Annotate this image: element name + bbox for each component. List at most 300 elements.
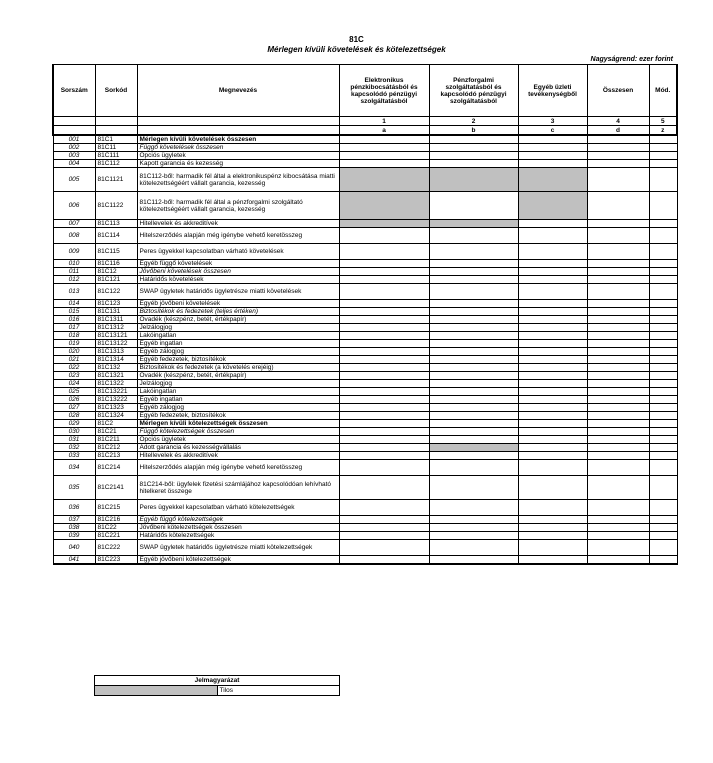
value-cell-col1[interactable] xyxy=(339,308,429,316)
value-cell-col5[interactable] xyxy=(649,308,677,316)
value-cell-col4[interactable] xyxy=(587,244,649,260)
blank-cell xyxy=(137,126,339,136)
row-sorszam: 039 xyxy=(53,532,95,540)
col-header-sorkod: Sorkód xyxy=(95,65,137,117)
value-cell-col1[interactable] xyxy=(339,532,429,540)
value-cell-col3[interactable] xyxy=(518,524,587,532)
row-megnevezes: SWAP ügyletek határidős ügyletrésze miatti követelések xyxy=(137,284,339,300)
row-sorszam: 037 xyxy=(53,516,95,524)
value-cell-col4[interactable] xyxy=(587,452,649,460)
row-sorkod: 81C1323 xyxy=(95,404,137,412)
value-cell-col4[interactable] xyxy=(587,460,649,476)
value-cell-col4[interactable] xyxy=(587,428,649,436)
value-cell-col5[interactable] xyxy=(649,556,677,565)
value-cell-col3[interactable] xyxy=(518,152,587,160)
value-cell-col1[interactable] xyxy=(339,244,429,260)
row-megnevezes: Kapott garancia és kezesség xyxy=(137,160,339,168)
value-cell-col4[interactable] xyxy=(587,340,649,348)
value-cell-col5[interactable] xyxy=(649,452,677,460)
value-cell-col2[interactable] xyxy=(429,532,518,540)
value-cell-col2[interactable] xyxy=(429,192,518,220)
row-sorkod: 81C212 xyxy=(95,444,137,452)
value-cell-col5[interactable] xyxy=(649,268,677,276)
value-cell-col3[interactable] xyxy=(518,284,587,300)
row-sorkod: 81C113 xyxy=(95,220,137,228)
row-sorszam: 003 xyxy=(53,152,95,160)
value-cell-col2[interactable] xyxy=(429,152,518,160)
value-cell-col1[interactable] xyxy=(339,152,429,160)
value-cell-col4[interactable] xyxy=(587,348,649,356)
value-cell-col5[interactable] xyxy=(649,516,677,524)
row-sorkod: 81C13122 xyxy=(95,340,137,348)
value-cell-col5[interactable] xyxy=(649,428,677,436)
forbidden-cell xyxy=(518,168,587,192)
value-cell-col3[interactable] xyxy=(518,452,587,460)
value-cell-col3[interactable] xyxy=(518,228,587,244)
table-row xyxy=(53,452,677,460)
value-cell-col3[interactable] xyxy=(518,420,587,428)
value-cell-col4[interactable] xyxy=(587,516,649,524)
forbidden-cell xyxy=(339,168,429,192)
value-cell-col2[interactable] xyxy=(429,460,518,476)
value-cell-col2[interactable] xyxy=(429,144,518,152)
value-cell-col5[interactable] xyxy=(649,500,677,516)
col-letter: c xyxy=(518,126,587,136)
value-cell-col3[interactable] xyxy=(518,436,587,444)
row-sorszam: 014 xyxy=(53,300,95,308)
value-cell-col4[interactable] xyxy=(587,420,649,428)
value-cell-col5[interactable] xyxy=(649,540,677,556)
value-cell-col2[interactable] xyxy=(429,404,518,412)
value-cell-col2[interactable] xyxy=(429,500,518,516)
value-cell-col4[interactable] xyxy=(587,364,649,372)
value-cell-col4[interactable] xyxy=(587,220,649,228)
value-cell-col5[interactable] xyxy=(649,228,677,244)
value-cell-col5[interactable] xyxy=(649,460,677,476)
value-cell-col2[interactable] xyxy=(429,372,518,380)
value-cell-col5[interactable] xyxy=(649,476,677,500)
value-cell-col3[interactable] xyxy=(518,268,587,276)
row-sorkod: 81C13222 xyxy=(95,396,137,404)
table-row xyxy=(53,460,677,476)
value-cell-col5[interactable] xyxy=(649,380,677,388)
value-cell-col4[interactable] xyxy=(587,412,649,420)
row-sorkod: 81C132 xyxy=(95,364,137,372)
row-megnevezes: Egyéb ingatlan xyxy=(137,340,339,348)
value-cell-col3[interactable] xyxy=(518,144,587,152)
value-cell-col4[interactable] xyxy=(587,540,649,556)
value-cell-col4[interactable] xyxy=(587,260,649,268)
value-cell-col1[interactable] xyxy=(339,348,429,356)
value-cell-col2[interactable] xyxy=(429,388,518,396)
row-megnevezes: Adott garancia és kezességvállalás xyxy=(137,444,339,452)
value-cell-col1[interactable] xyxy=(339,356,429,364)
col-header-4: Összesen xyxy=(587,65,649,117)
value-cell-col1[interactable] xyxy=(339,228,429,244)
row-sorszam: 007 xyxy=(53,220,95,228)
row-sorkod: 81C123 xyxy=(95,300,137,308)
value-cell-col3[interactable] xyxy=(518,276,587,284)
value-cell-col2[interactable] xyxy=(429,420,518,428)
value-cell-col3[interactable] xyxy=(518,356,587,364)
value-cell-col1[interactable] xyxy=(339,460,429,476)
value-cell-col3[interactable] xyxy=(518,340,587,348)
value-cell-col3[interactable] xyxy=(518,556,587,565)
value-cell-col5[interactable] xyxy=(649,404,677,412)
value-cell-col4[interactable] xyxy=(587,388,649,396)
value-cell-col1[interactable] xyxy=(339,436,429,444)
row-sorszam: 013 xyxy=(53,284,95,300)
row-megnevezes: Óvadék (készpénz, betét, értékpapír) xyxy=(137,316,339,324)
value-cell-col4[interactable] xyxy=(587,436,649,444)
row-sorszam: 006 xyxy=(53,192,95,220)
value-cell-col1[interactable] xyxy=(339,420,429,428)
value-cell-col1[interactable] xyxy=(339,332,429,340)
unit-note: Nagyságrend: ezer forint xyxy=(590,56,673,63)
row-sorszam: 025 xyxy=(53,388,95,396)
report-title: Mérlegen kívüli követelések és kötelezettségek xyxy=(267,45,446,54)
row-sorszam: 005 xyxy=(53,168,95,192)
value-cell-col1[interactable] xyxy=(339,268,429,276)
value-cell-col1[interactable] xyxy=(339,444,429,452)
table-row xyxy=(53,135,677,144)
value-cell-col5[interactable] xyxy=(649,168,677,192)
row-sorszam: 008 xyxy=(53,228,95,244)
value-cell-col3[interactable] xyxy=(518,244,587,260)
value-cell-col5[interactable] xyxy=(649,324,677,332)
value-cell-col5[interactable] xyxy=(649,160,677,168)
value-cell-col5[interactable] xyxy=(649,316,677,324)
value-cell-col1[interactable] xyxy=(339,144,429,152)
value-cell-col5[interactable] xyxy=(649,364,677,372)
col-header-1: Elektronikus pénzkibocsátásból és kapcsolódó pénzügyi szolgáltatásból xyxy=(339,65,429,117)
value-cell-col5[interactable] xyxy=(649,340,677,348)
value-cell-col1[interactable] xyxy=(339,396,429,404)
value-cell-col2[interactable] xyxy=(429,260,518,268)
value-cell-col2[interactable] xyxy=(429,324,518,332)
value-cell-col4[interactable] xyxy=(587,284,649,300)
value-cell-col2[interactable] xyxy=(429,524,518,532)
legend xyxy=(94,675,340,696)
value-cell-col5[interactable] xyxy=(649,332,677,340)
value-cell-col3[interactable] xyxy=(518,444,587,452)
value-cell-col1[interactable] xyxy=(339,524,429,532)
row-sorszam: 030 xyxy=(53,428,95,436)
value-cell-col3[interactable] xyxy=(518,532,587,540)
value-cell-col2[interactable] xyxy=(429,428,518,436)
value-cell-col2[interactable] xyxy=(429,284,518,300)
row-megnevezes: Opciós ügyletek xyxy=(137,152,339,160)
row-sorkod: 81C131 xyxy=(95,308,137,316)
blank-cell xyxy=(137,117,339,126)
row-megnevezes: Egyéb fedezetek, biztosítékok xyxy=(137,356,339,364)
table-row xyxy=(53,144,677,152)
table-row xyxy=(53,324,677,332)
value-cell-col1[interactable] xyxy=(339,452,429,460)
row-sorkod: 81C1 xyxy=(95,135,137,144)
row-sorszam: 026 xyxy=(53,396,95,404)
value-cell-col3[interactable] xyxy=(518,460,587,476)
value-cell-col1[interactable] xyxy=(339,500,429,516)
table-row xyxy=(53,220,677,228)
row-megnevezes: Jövőbeni követelések összesen xyxy=(137,268,339,276)
value-cell-col3[interactable] xyxy=(518,332,587,340)
value-cell-col3[interactable] xyxy=(518,324,587,332)
row-sorkod: 81C11 xyxy=(95,144,137,152)
value-cell-col2[interactable] xyxy=(429,396,518,404)
table-row xyxy=(53,404,677,412)
value-cell-col1[interactable] xyxy=(339,260,429,268)
value-cell-col4[interactable] xyxy=(587,524,649,532)
value-cell-col1[interactable] xyxy=(339,316,429,324)
value-cell-col2[interactable] xyxy=(429,228,518,244)
value-cell-col5[interactable] xyxy=(649,444,677,452)
blank-cell xyxy=(53,117,95,126)
row-sorkod: 81C22 xyxy=(95,524,137,532)
value-cell-col4[interactable] xyxy=(587,160,649,168)
value-cell-col3[interactable] xyxy=(518,308,587,316)
row-sorszam: 032 xyxy=(53,444,95,452)
value-cell-col1[interactable] xyxy=(339,388,429,396)
value-cell-col2[interactable] xyxy=(429,135,518,144)
value-cell-col1[interactable] xyxy=(339,404,429,412)
legend-label: Tilos xyxy=(217,686,340,696)
value-cell-col3[interactable] xyxy=(518,412,587,420)
value-cell-col1[interactable] xyxy=(339,300,429,308)
value-cell-col5[interactable] xyxy=(649,144,677,152)
value-cell-col2[interactable] xyxy=(429,348,518,356)
table-row xyxy=(53,192,677,220)
row-megnevezes: Hitelszerződés alapján még igénybe vehető keretösszeg xyxy=(137,228,339,244)
value-cell-col3[interactable] xyxy=(518,396,587,404)
value-cell-col3[interactable] xyxy=(518,300,587,308)
value-cell-col5[interactable] xyxy=(649,396,677,404)
row-sorkod: 81C1321 xyxy=(95,372,137,380)
table-row xyxy=(53,316,677,324)
value-cell-col4[interactable] xyxy=(587,300,649,308)
value-cell-col1[interactable] xyxy=(339,556,429,565)
report-table xyxy=(52,64,678,565)
value-cell-col4[interactable] xyxy=(587,500,649,516)
table-row xyxy=(53,428,677,436)
value-cell-col3[interactable] xyxy=(518,260,587,268)
value-cell-col4[interactable] xyxy=(587,316,649,324)
value-cell-col3[interactable] xyxy=(518,316,587,324)
value-cell-col3[interactable] xyxy=(518,428,587,436)
row-sorkod: 81C1324 xyxy=(95,412,137,420)
table-row xyxy=(53,244,677,260)
row-sorkod: 81C216 xyxy=(95,516,137,524)
row-sorkod: 81C21 xyxy=(95,428,137,436)
col-header-5: Mód. xyxy=(649,65,677,117)
value-cell-col5[interactable] xyxy=(649,356,677,364)
row-megnevezes: Határidős követelések xyxy=(137,276,339,284)
value-cell-col4[interactable] xyxy=(587,135,649,144)
value-cell-col3[interactable] xyxy=(518,220,587,228)
value-cell-col3[interactable] xyxy=(518,348,587,356)
col-number: 5 xyxy=(649,117,677,126)
row-megnevezes: 81C112-ből: harmadik fél által a pénzforgalmi szolgáltató kötelezettségéért vállalt garancia, kezesség xyxy=(137,192,339,220)
row-megnevezes: Óvadék (készpénz, betét, értékpapír) xyxy=(137,372,339,380)
value-cell-col2[interactable] xyxy=(429,300,518,308)
value-cell-col1[interactable] xyxy=(339,284,429,300)
value-cell-col2[interactable] xyxy=(429,308,518,316)
value-cell-col4[interactable] xyxy=(587,476,649,500)
value-cell-col4[interactable] xyxy=(587,168,649,192)
value-cell-col4[interactable] xyxy=(587,152,649,160)
value-cell-col5[interactable] xyxy=(649,412,677,420)
value-cell-col4[interactable] xyxy=(587,276,649,284)
value-cell-col3[interactable] xyxy=(518,380,587,388)
value-cell-col3[interactable] xyxy=(518,540,587,556)
row-megnevezes: Egyéb zálogjog xyxy=(137,404,339,412)
value-cell-col2[interactable] xyxy=(429,364,518,372)
row-megnevezes: Egyéb zálogjog xyxy=(137,348,339,356)
table-row xyxy=(53,388,677,396)
row-sorszam: 009 xyxy=(53,244,95,260)
value-cell-col3[interactable] xyxy=(518,160,587,168)
value-cell-col4[interactable] xyxy=(587,192,649,220)
value-cell-col5[interactable] xyxy=(649,260,677,268)
value-cell-col2[interactable] xyxy=(429,380,518,388)
row-megnevezes: Határidős kötelezettségek xyxy=(137,532,339,540)
table-row xyxy=(53,340,677,348)
value-cell-col1[interactable] xyxy=(339,340,429,348)
col-header-sorszam: Sorszám xyxy=(53,65,95,117)
value-cell-col4[interactable] xyxy=(587,396,649,404)
table-row xyxy=(53,308,677,316)
value-cell-col2[interactable] xyxy=(429,268,518,276)
value-cell-col3[interactable] xyxy=(518,388,587,396)
row-sorkod: 81C12 xyxy=(95,268,137,276)
value-cell-col4[interactable] xyxy=(587,532,649,540)
value-cell-col2[interactable] xyxy=(429,356,518,364)
value-cell-col4[interactable] xyxy=(587,144,649,152)
value-cell-col5[interactable] xyxy=(649,276,677,284)
value-cell-col4[interactable] xyxy=(587,380,649,388)
value-cell-col5[interactable] xyxy=(649,220,677,228)
value-cell-col4[interactable] xyxy=(587,556,649,565)
row-sorkod: 81C1122 xyxy=(95,192,137,220)
value-cell-col1[interactable] xyxy=(339,276,429,284)
value-cell-col2[interactable] xyxy=(429,316,518,324)
value-cell-col5[interactable] xyxy=(649,152,677,160)
col-header-2: Pénzforgalmi szolgáltatásból és kapcsolódó pénzügyi szolgáltatásból xyxy=(429,65,518,117)
value-cell-col1[interactable] xyxy=(339,412,429,420)
value-cell-col2[interactable] xyxy=(429,476,518,500)
legend-title: Jelmagyarázat xyxy=(95,676,340,686)
value-cell-col1[interactable] xyxy=(339,372,429,380)
value-cell-col4[interactable] xyxy=(587,332,649,340)
value-cell-col5[interactable] xyxy=(649,348,677,356)
blank-cell xyxy=(53,126,95,136)
value-cell-col4[interactable] xyxy=(587,404,649,412)
row-megnevezes: Mérlegen kívüli követelések összesen xyxy=(137,135,339,144)
table-row xyxy=(53,476,677,500)
row-sorkod: 81C222 xyxy=(95,540,137,556)
forbidden-cell xyxy=(518,192,587,220)
value-cell-col1[interactable] xyxy=(339,324,429,332)
value-cell-col1[interactable] xyxy=(339,476,429,500)
row-sorszam: 036 xyxy=(53,500,95,516)
value-cell-col4[interactable] xyxy=(587,324,649,332)
value-cell-col1[interactable] xyxy=(339,380,429,388)
value-cell-col1[interactable] xyxy=(339,160,429,168)
value-cell-col4[interactable] xyxy=(587,228,649,244)
value-cell-col5[interactable] xyxy=(649,532,677,540)
value-cell-col4[interactable] xyxy=(587,308,649,316)
value-cell-col1[interactable] xyxy=(339,135,429,144)
table-row xyxy=(53,372,677,380)
value-cell-col2[interactable] xyxy=(429,276,518,284)
row-sorkod: 81C223 xyxy=(95,556,137,565)
value-cell-col5[interactable] xyxy=(649,135,677,144)
value-cell-col4[interactable] xyxy=(587,444,649,452)
row-megnevezes: Függő kötelezettségek összesen xyxy=(137,428,339,436)
value-cell-col3[interactable] xyxy=(518,372,587,380)
value-cell-col3[interactable] xyxy=(518,500,587,516)
row-megnevezes: Jelzálogjog xyxy=(137,380,339,388)
value-cell-col2[interactable] xyxy=(429,540,518,556)
value-cell-col2[interactable] xyxy=(429,244,518,260)
value-cell-col5[interactable] xyxy=(649,300,677,308)
value-cell-col2[interactable] xyxy=(429,412,518,420)
table-row xyxy=(53,524,677,532)
value-cell-col2[interactable] xyxy=(429,332,518,340)
value-cell-col5[interactable] xyxy=(649,244,677,260)
value-cell-col1[interactable] xyxy=(339,428,429,436)
value-cell-col2[interactable] xyxy=(429,340,518,348)
value-cell-col4[interactable] xyxy=(587,268,649,276)
value-cell-col2[interactable] xyxy=(429,516,518,524)
value-cell-col2[interactable] xyxy=(429,452,518,460)
value-cell-col4[interactable] xyxy=(587,372,649,380)
row-sorszam: 020 xyxy=(53,348,95,356)
row-sorkod: 81C215 xyxy=(95,500,137,516)
value-cell-col5[interactable] xyxy=(649,372,677,380)
row-sorszam: 027 xyxy=(53,404,95,412)
value-cell-col3[interactable] xyxy=(518,516,587,524)
value-cell-col3[interactable] xyxy=(518,364,587,372)
value-cell-col1[interactable] xyxy=(339,516,429,524)
value-cell-col5[interactable] xyxy=(649,436,677,444)
row-megnevezes: Egyéb jövőbeni kötelezettségek xyxy=(137,556,339,565)
legend-swatch xyxy=(95,686,218,696)
value-cell-col2[interactable] xyxy=(429,556,518,565)
value-cell-col1[interactable] xyxy=(339,540,429,556)
table-row xyxy=(53,300,677,308)
table-row xyxy=(53,348,677,356)
blank-cell xyxy=(95,126,137,136)
value-cell-col4[interactable] xyxy=(587,356,649,364)
col-letter: b xyxy=(429,126,518,136)
value-cell-col3[interactable] xyxy=(518,404,587,412)
row-megnevezes: Biztosítékok és fedezetek (teljes értéken) xyxy=(137,308,339,316)
row-sorkod: 81C214 xyxy=(95,460,137,476)
table-row xyxy=(53,160,677,168)
value-cell-col5[interactable] xyxy=(649,524,677,532)
table-row xyxy=(53,364,677,372)
value-cell-col2[interactable] xyxy=(429,160,518,168)
value-cell-col3[interactable] xyxy=(518,476,587,500)
value-cell-col5[interactable] xyxy=(649,420,677,428)
value-cell-col3[interactable] xyxy=(518,135,587,144)
value-cell-col5[interactable] xyxy=(649,284,677,300)
value-cell-col1[interactable] xyxy=(339,364,429,372)
value-cell-col2[interactable] xyxy=(429,436,518,444)
value-cell-col5[interactable] xyxy=(649,388,677,396)
value-cell-col5[interactable] xyxy=(649,192,677,220)
